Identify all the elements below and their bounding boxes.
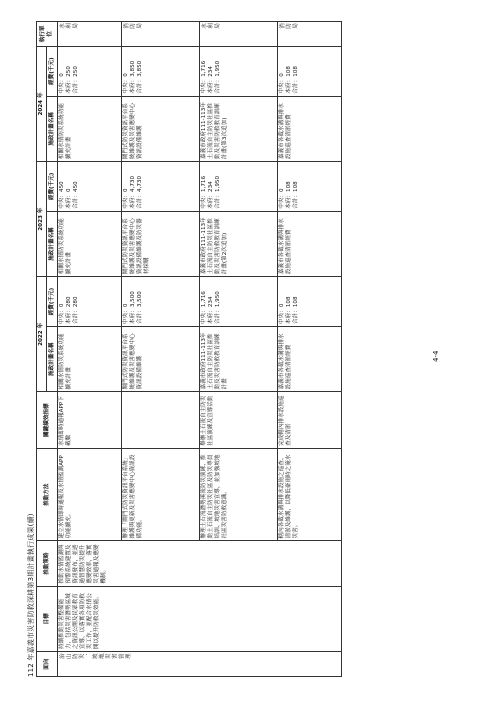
page-number: 4-4	[432, 350, 440, 362]
header-budget-2024: 經費(千元)	[47, 46, 58, 96]
header-year-2023: 2023 年	[37, 162, 47, 277]
plan-2022-cell: 嘉義市政府111-113年土石流自主防災社區推動及災害防救教育訓練計畫	[200, 326, 278, 392]
unit-cell: 水利局	[200, 22, 278, 47]
budget-2023-cell: 中央：450 本府：0 合計：450	[58, 162, 122, 212]
plan-2022-cell: 閘門式防災資訊平台系統維護及災害應變中心資訊設備維護	[122, 326, 200, 392]
budget-2023-cell: 中央：0 本府：4,730 合計：4,730	[122, 162, 200, 212]
header-unit: 執行單位	[37, 22, 58, 47]
table-row	[58, 22, 122, 677]
method-cell: 建立水情即時通報及水情監測APP功能擴充。	[58, 448, 122, 541]
budget-2022-cell: 中央：0 本府：280 合計：280	[58, 277, 122, 327]
page-caption: 112 年嘉義市災害防救深耕第3期計畫執行成果(續)	[27, 513, 35, 677]
method-cell: 辦理土石流潛勢溪流防災演練、推動土石流自主防災社區及防災專員培訓、坡地災害宣導，並加強坡地社區災害防救意識。	[200, 448, 278, 541]
plan-2022-cell: 相關水情防災系統功能擴充計畫	[58, 326, 122, 392]
plan-2023-cell: 嘉義市各截水溝與排水設施巡查清淤經費	[278, 211, 342, 277]
unit-cell: 消防局	[278, 22, 342, 47]
header-plan-2022: 施政計畫名稱	[47, 326, 58, 392]
header-field: 面向	[37, 652, 58, 677]
budget-2024-cell: 中央：0 本府：3,850 合計：3,850	[122, 46, 200, 96]
header-budget-2023: 經費(千元)	[47, 162, 58, 212]
plan-2024-cell: 嘉義市政府111-113年土石流自主防災社區推動及災害防救教育訓練計畫(第3次追加)	[200, 96, 278, 162]
achievement-table	[36, 21, 342, 677]
kpi-cell: 舉辦土石流自主防災社區演練及宣導活動	[200, 392, 278, 448]
method-cell: 辦理「閘門式防災資訊平台系統」維護與更新及災害應變中心資訊設備功能。	[122, 448, 200, 541]
unit-cell: 水利局	[58, 22, 122, 47]
header-year-2024: 2024 年	[37, 46, 47, 161]
budget-2022-cell: 中央：0 本府：3,500 合計：3,500	[122, 277, 200, 327]
plan-2024-cell: 嘉義市各截水溝與排水設施巡查清淤經費	[278, 96, 342, 162]
plan-2023-cell: 閘門式防災資訊平台系統維護及災害應變中心資訊設備維護及防災器材採購	[122, 211, 200, 277]
unit-cell: 消防局	[122, 22, 200, 47]
plan-2022-cell: 嘉義市各截水溝與排水設施巡查清淤經費	[278, 326, 342, 392]
budget-2024-cell: 中央：0 本府：108 合計：108	[278, 46, 342, 96]
plan-2024-cell: 閘門式防災資訊平台系統維護及災害應變中心資訊設備維護	[122, 96, 200, 162]
header-plan-2023: 施政計畫名稱	[47, 211, 58, 277]
kpi-cell: 完成轄內排水設施巡查及清淤	[278, 392, 342, 448]
header-plan-2024: 施政計畫名稱	[47, 96, 58, 162]
plan-2023-cell: 嘉義市政府111-113年土石流自主防災社區推動及災害防救教育訓練計畫(第2次追加)	[200, 211, 278, 277]
plan-2023-cell: 相關水情防災系統功能擴充計畫	[58, 211, 122, 277]
header-budget-2022: 經費(千元)	[47, 277, 58, 327]
header-year-2022: 2022 年	[37, 277, 47, 392]
header-objective: 目標	[37, 586, 58, 652]
method-cell: 轄內各截水溝與排水設施之巡查、清淤及維護，以降低豪雨時之淹水災害。	[278, 448, 342, 541]
plan-2024-cell: 相關水情防災系統功能擴充計畫	[58, 96, 122, 162]
header-method: 推動方法	[37, 448, 58, 541]
field-cell: 治山防災、坡地災害管理	[58, 652, 342, 677]
objective-cell: 持續推動災害整備能力，包括災害潛勢區域之資訊公開及民眾教育宣導，以落實各項防救災工作，並配合水情公開以提升防救災效能。	[58, 586, 342, 652]
budget-2022-cell: 中央：0 本府：108 合計：108	[278, 277, 342, 327]
budget-2023-cell: 中央：1,716 本府：234 合計：1,950	[200, 162, 278, 212]
budget-2024-cell: 中央：1,716 本府：234 合計：1,950	[200, 46, 278, 96]
strategy-cell: 推動水情監測與預警系統建置及資訊發布，並透過智慧防災提升應變效率，落實災害通報及應變機制。	[58, 541, 342, 586]
header-kpi: 關鍵績效指標	[37, 392, 58, 448]
budget-2023-cell: 中央：0 本府：108 合計：108	[278, 162, 342, 212]
kpi-cell: 水情即時通報APP下載數	[58, 392, 122, 448]
budget-2022-cell: 中央：1,716 本府：234 合計：1,950	[200, 277, 278, 327]
header-strategy: 推動策略	[37, 541, 58, 586]
kpi-cell	[122, 392, 200, 448]
budget-2024-cell: 中央：0 本府：250 合計：250	[58, 46, 122, 96]
